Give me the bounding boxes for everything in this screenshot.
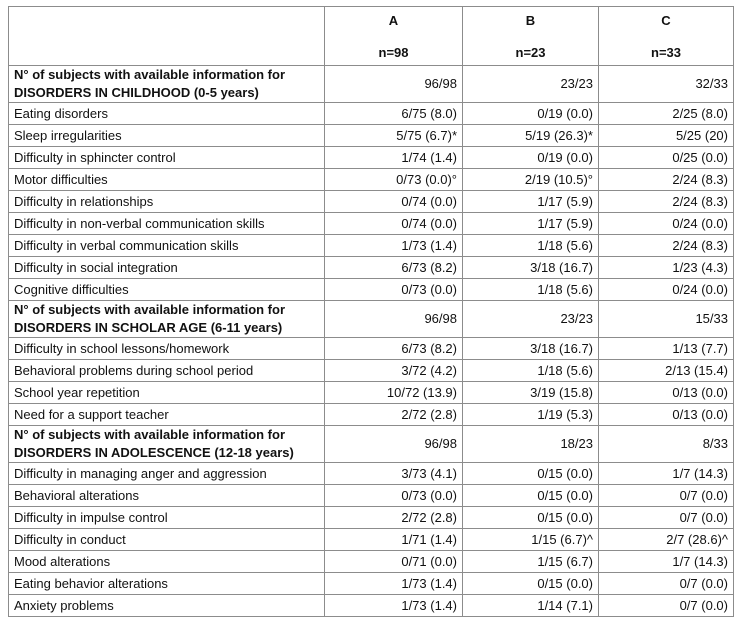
table-row: [9, 382, 734, 404]
value-cell: 0/15 (0.0): [463, 485, 599, 507]
value-cell: 1/17 (5.9): [463, 191, 599, 213]
value-cell: 5/19 (26.3)*: [463, 125, 599, 147]
table-row: [9, 125, 734, 147]
row-label: Anxiety problems: [9, 595, 325, 617]
column-label: C: [661, 13, 671, 28]
value-cell: 2/13 (15.4): [599, 360, 734, 382]
column-header-b: [463, 7, 599, 66]
value-cell: 1/18 (5.6): [463, 360, 599, 382]
value-cell: 2/24 (8.3): [599, 235, 734, 257]
column-header-c: [599, 7, 734, 66]
value-cell: 0/15 (0.0): [463, 507, 599, 529]
value-cell: 0/73 (0.0): [325, 485, 463, 507]
value-cell: 0/74 (0.0): [325, 213, 463, 235]
value-cell: 1/13 (7.7): [599, 338, 734, 360]
value-cell: 0/7 (0.0): [599, 573, 734, 595]
value-cell: 0/7 (0.0): [599, 485, 734, 507]
value-cell: 0/13 (0.0): [599, 404, 734, 426]
value-cell: 2/72 (2.8): [325, 507, 463, 529]
section-total-cell: 23/23: [463, 66, 599, 103]
section-total-cell: 18/23: [463, 426, 599, 463]
value-cell: 0/25 (0.0): [599, 147, 734, 169]
value-cell: 5/75 (6.7)*: [325, 125, 463, 147]
row-label: School year repetition: [9, 382, 325, 404]
value-cell: 2/7 (28.6)^: [599, 529, 734, 551]
value-cell: 0/71 (0.0): [325, 551, 463, 573]
row-label: Difficulty in relationships: [9, 191, 325, 213]
table-header: [9, 7, 734, 66]
section-total-cell: 96/98: [325, 426, 463, 463]
value-cell: 0/24 (0.0): [599, 279, 734, 301]
value-cell: 1/14 (7.1): [463, 595, 599, 617]
value-cell: 1/15 (6.7)^: [463, 529, 599, 551]
table-row: [9, 213, 734, 235]
value-cell: 1/7 (14.3): [599, 551, 734, 573]
value-cell: 0/73 (0.0): [325, 279, 463, 301]
column-count: n=98: [378, 45, 409, 60]
value-cell: 3/18 (16.7): [463, 338, 599, 360]
row-label: Difficulty in verbal communication skills: [9, 235, 325, 257]
value-cell: 6/75 (8.0): [325, 103, 463, 125]
row-label: Behavioral alterations: [9, 485, 325, 507]
value-cell: 0/74 (0.0): [325, 191, 463, 213]
value-cell: 1/73 (1.4): [325, 235, 463, 257]
section-title: N° of subjects with available information for DISORDERS IN CHILDHOOD (0-5 years): [9, 66, 325, 103]
data-table: [8, 6, 734, 617]
value-cell: 3/19 (15.8): [463, 382, 599, 404]
value-cell: 2/25 (8.0): [599, 103, 734, 125]
row-label: Difficulty in social integration: [9, 257, 325, 279]
value-cell: 1/18 (5.6): [463, 279, 599, 301]
table-row: [9, 235, 734, 257]
table-row: [9, 404, 734, 426]
value-cell: 2/19 (10.5)°: [463, 169, 599, 191]
row-label: Eating behavior alterations: [9, 573, 325, 595]
value-cell: 1/23 (4.3): [599, 257, 734, 279]
section-header-row: [9, 426, 734, 463]
value-cell: 5/25 (20): [599, 125, 734, 147]
value-cell: 0/73 (0.0)°: [325, 169, 463, 191]
header-empty-cell: [9, 7, 325, 66]
row-label: Mood alterations: [9, 551, 325, 573]
value-cell: 1/71 (1.4): [325, 529, 463, 551]
section-total-cell: 8/33: [599, 426, 734, 463]
table-row: [9, 551, 734, 573]
row-label: Need for a support teacher: [9, 404, 325, 426]
column-header-a: [325, 7, 463, 66]
column-label: A: [388, 13, 399, 28]
value-cell: 0/19 (0.0): [463, 147, 599, 169]
section-total-cell: 96/98: [325, 66, 463, 103]
value-cell: 3/73 (4.1): [325, 463, 463, 485]
section-total-cell: 96/98: [325, 301, 463, 338]
row-label: Difficulty in non-verbal communication skills: [9, 213, 325, 235]
value-cell: 2/24 (8.3): [599, 169, 734, 191]
row-label: Difficulty in managing anger and aggression: [9, 463, 325, 485]
value-cell: 0/13 (0.0): [599, 382, 734, 404]
table-row: [9, 191, 734, 213]
section-title: N° of subjects with available information for DISORDERS IN SCHOLAR AGE (6-11 years): [9, 301, 325, 338]
row-label: Sleep irregularities: [9, 125, 325, 147]
value-cell: 1/73 (1.4): [325, 595, 463, 617]
table-row: [9, 485, 734, 507]
value-cell: 6/73 (8.2): [325, 338, 463, 360]
value-cell: 2/72 (2.8): [325, 404, 463, 426]
table-row: [9, 103, 734, 125]
row-label: Behavioral problems during school period: [9, 360, 325, 382]
value-cell: 0/15 (0.0): [463, 573, 599, 595]
section-total-cell: 23/23: [463, 301, 599, 338]
value-cell: 1/17 (5.9): [463, 213, 599, 235]
value-cell: 0/24 (0.0): [599, 213, 734, 235]
value-cell: 1/18 (5.6): [463, 235, 599, 257]
table-row: [9, 507, 734, 529]
section-header-row: [9, 301, 734, 338]
table-row: [9, 338, 734, 360]
table-row: [9, 279, 734, 301]
section-title: N° of subjects with available information for DISORDERS IN ADOLESCENCE (12-18 years): [9, 426, 325, 463]
column-count: n=33: [651, 45, 681, 60]
value-cell: 10/72 (13.9): [325, 382, 463, 404]
table-row: [9, 529, 734, 551]
header-row: [9, 7, 734, 66]
row-label: Cognitive difficulties: [9, 279, 325, 301]
value-cell: 1/74 (1.4): [325, 147, 463, 169]
table-row: [9, 257, 734, 279]
value-cell: 1/7 (14.3): [599, 463, 734, 485]
column-count: n=23: [515, 45, 546, 60]
row-label: Motor difficulties: [9, 169, 325, 191]
section-header-row: [9, 66, 734, 103]
value-cell: 3/72 (4.2): [325, 360, 463, 382]
row-label: Eating disorders: [9, 103, 325, 125]
row-label: Difficulty in sphincter control: [9, 147, 325, 169]
value-cell: 0/19 (0.0): [463, 103, 599, 125]
table-row: [9, 360, 734, 382]
row-label: Difficulty in conduct: [9, 529, 325, 551]
value-cell: 2/24 (8.3): [599, 191, 734, 213]
table-row: [9, 595, 734, 617]
table-row: [9, 463, 734, 485]
table-row: [9, 573, 734, 595]
value-cell: 0/15 (0.0): [463, 463, 599, 485]
value-cell: 1/19 (5.3): [463, 404, 599, 426]
table-row: [9, 147, 734, 169]
row-label: Difficulty in impulse control: [9, 507, 325, 529]
column-label: B: [525, 13, 536, 28]
table-body: [9, 66, 734, 617]
value-cell: 0/7 (0.0): [599, 595, 734, 617]
value-cell: 0/7 (0.0): [599, 507, 734, 529]
value-cell: 1/15 (6.7): [463, 551, 599, 573]
section-total-cell: 32/33: [599, 66, 734, 103]
value-cell: 6/73 (8.2): [325, 257, 463, 279]
table-row: [9, 169, 734, 191]
data-table-container: [8, 6, 734, 617]
value-cell: 1/73 (1.4): [325, 573, 463, 595]
row-label: Difficulty in school lessons/homework: [9, 338, 325, 360]
value-cell: 3/18 (16.7): [463, 257, 599, 279]
section-total-cell: 15/33: [599, 301, 734, 338]
